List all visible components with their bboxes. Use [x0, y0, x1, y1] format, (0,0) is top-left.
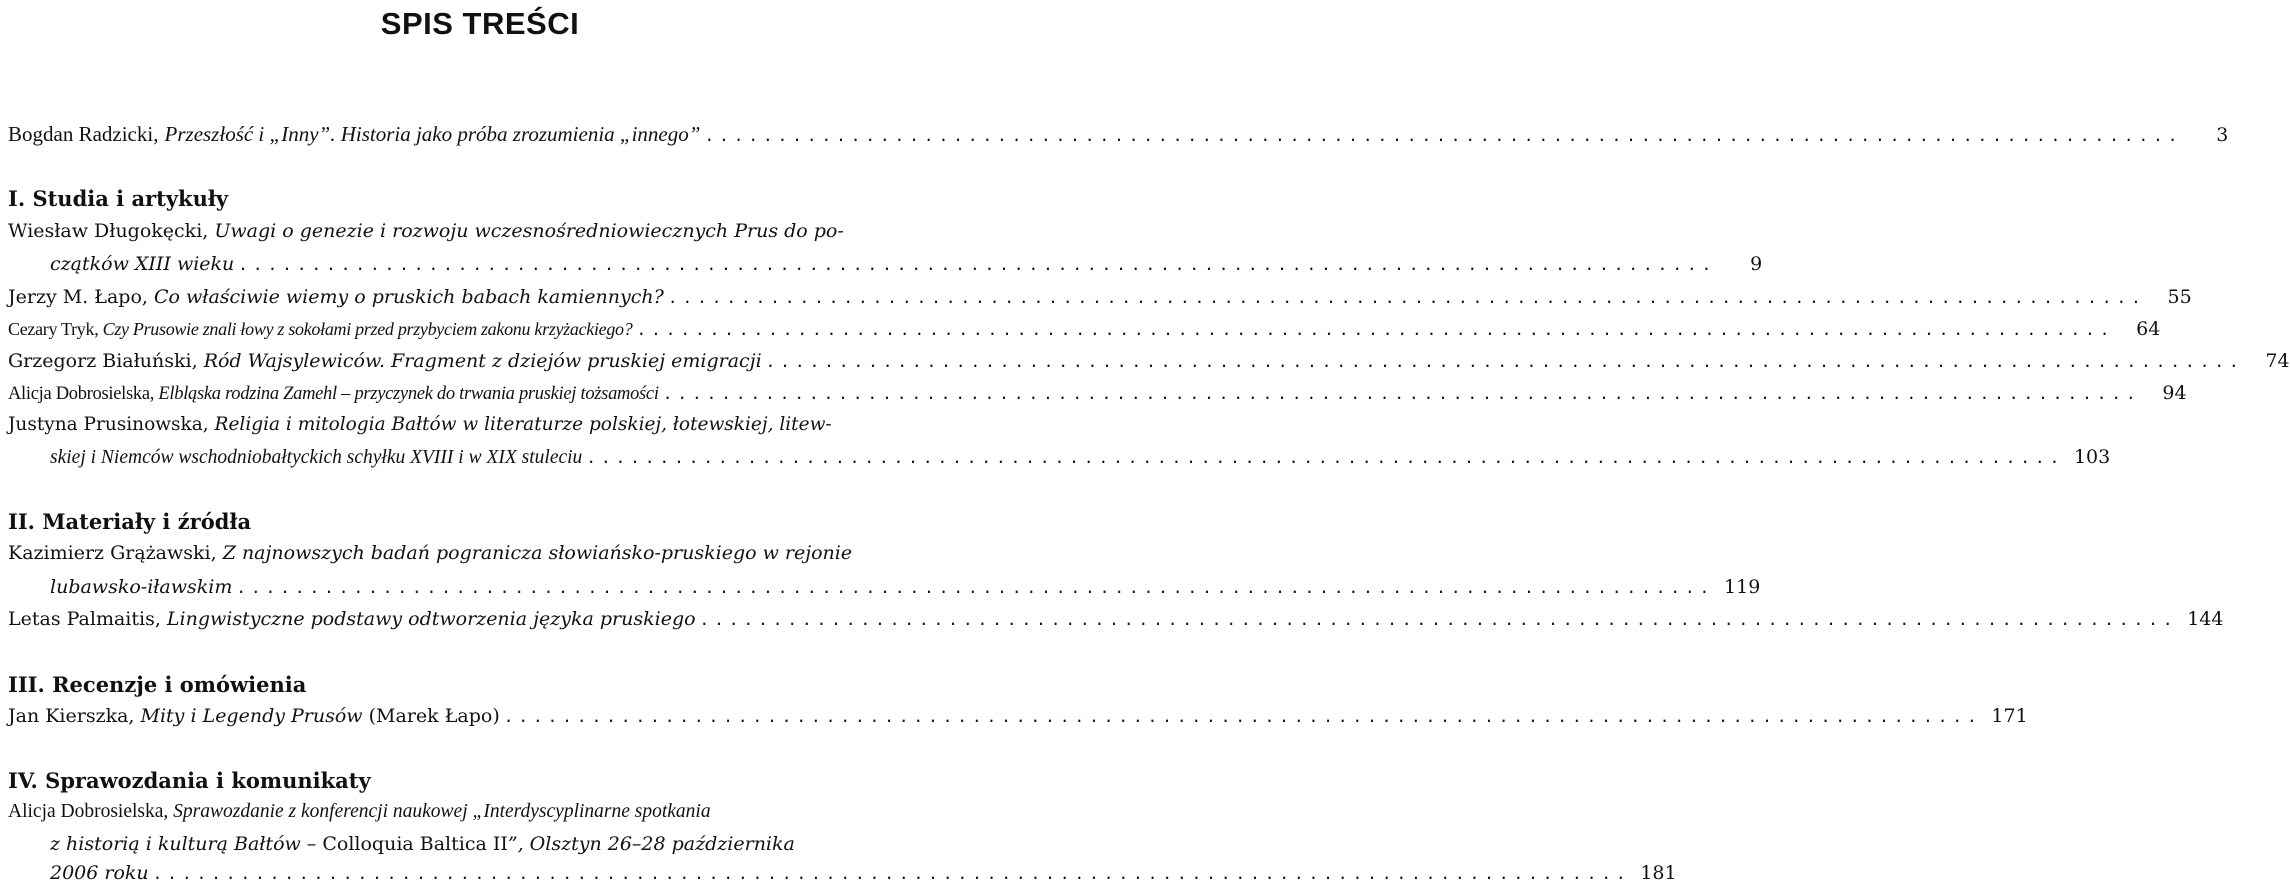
- entry-reviewer: (Marek Łapo): [368, 705, 500, 727]
- toc-entry-continuation[interactable]: [50, 576, 1761, 604]
- toc-entry[interactable]: [8, 705, 2028, 733]
- dot-leader: .....................................................................................................: [667, 288, 2146, 307]
- toc-entry[interactable]: [8, 542, 952, 570]
- entry-title-line-3: 2006 roku: [50, 862, 149, 884]
- entry-author: Wiesław Długokęcki,: [8, 220, 209, 242]
- toc-entry[interactable]: [8, 801, 952, 829]
- toc-entry-intro[interactable]: [8, 122, 2229, 150]
- dot-leader: .....................................................................................................: [704, 126, 2183, 145]
- dot-leader: .....................................................................................................: [636, 320, 2115, 339]
- entry-title: Elbląska rodzina Zamehl – przyczynek do trwania pruskiej tożsamości: [158, 384, 659, 404]
- entry-page-number: 74: [2265, 350, 2290, 372]
- toc-entry[interactable]: [8, 350, 2290, 378]
- dot-leader: .....................................................................................................: [236, 578, 1715, 597]
- entry-page-number: 119: [1724, 576, 1761, 598]
- entry-title-line-2: z historią i kulturą Bałtów –: [50, 833, 317, 855]
- entry-author: Grzegorz Białuński,: [8, 350, 198, 372]
- dot-leader: .....................................................................................................: [699, 610, 2178, 629]
- dot-leader: .....................................................................................................: [586, 448, 2065, 467]
- toc-entry[interactable]: [8, 382, 2187, 410]
- section-heading-4: IV. Sprawozdania i komunikaty: [8, 768, 371, 793]
- entry-title-conference-name: Colloquia Baltica II: [322, 833, 508, 855]
- entry-title-line-1: Religia i mitologia Bałtów w literaturze polskiej, łotewskiej, litew-: [214, 414, 832, 435]
- dot-leader: .....................................................................................................: [238, 255, 1717, 274]
- toc-entry[interactable]: [8, 414, 952, 442]
- dot-leader: .....................................................................................................: [765, 352, 2244, 371]
- entry-page-number: 3: [2216, 124, 2229, 146]
- entry-title: Lingwistyczne podstawy odtworzenia języka pruskiego: [166, 608, 696, 630]
- section-heading-2: II. Materiały i źródła: [8, 509, 252, 534]
- entry-page-number: 55: [2167, 286, 2192, 308]
- toc-entry[interactable]: [8, 286, 2192, 314]
- entry-author: Alicja Dobrosielska,: [8, 384, 155, 404]
- toc-entry[interactable]: [8, 220, 952, 248]
- entry-page-number: 181: [1640, 862, 1677, 884]
- entry-page-number: 9: [1750, 253, 1763, 275]
- entry-author: Letas Palmaitis,: [8, 608, 161, 630]
- toc-entry-continuation[interactable]: [50, 446, 2111, 474]
- entry-title-line-1: Sprawozdanie z konferencji naukowej „Interdyscyplinarne spotkania: [173, 801, 711, 822]
- page-title: SPIS TREŚCI: [380, 6, 580, 41]
- entry-title: Przeszłość i „Inny”. Historia jako próba zrozumienia „innego”: [164, 122, 701, 146]
- entry-author: Cezary Tryk,: [8, 319, 99, 339]
- toc-entry[interactable]: [8, 318, 2161, 346]
- entry-title: Co właściwie wiemy o pruskich babach kamiennych?: [154, 286, 664, 308]
- entry-page-number: 171: [1991, 705, 2028, 727]
- entry-author: Justyna Prusinowska,: [8, 414, 209, 435]
- entry-page-number: 94: [2162, 382, 2187, 404]
- toc-entry-continuation[interactable]: [50, 253, 1763, 281]
- entry-author: Bogdan Radzicki,: [8, 122, 159, 146]
- section-heading-1: I. Studia i artykuły: [8, 186, 229, 211]
- entry-page-number: 64: [2136, 318, 2161, 340]
- entry-title-line-1: Z najnowszych badań pogranicza słowiańsko-pruskiego w rejonie: [222, 542, 853, 564]
- entry-title: Czy Prusowie znali łowy z sokołami przed przybyciem zakonu krzyżackiego?: [102, 319, 633, 339]
- entry-page-number: 144: [2187, 608, 2224, 630]
- entry-title: Ród Wajsylewiców. Fragment z dziejów pruskiej emigracji: [203, 350, 762, 372]
- toc-entry-continuation[interactable]: [50, 833, 952, 861]
- toc-entry[interactable]: [8, 608, 2224, 636]
- entry-page-number: 103: [2073, 446, 2111, 468]
- entry-title-line-2: skiej i Niemców wschodniobałtyckich schyłku XVIII i w XIX stuleciu: [50, 447, 583, 468]
- entry-title-line-2: lubawsko-iławskim: [50, 576, 233, 598]
- section-heading-3: III. Recenzje i omówienia: [8, 672, 307, 697]
- dot-leader: .....................................................................................................: [152, 864, 1631, 883]
- entry-title: Mity i Legendy Prusów: [140, 705, 363, 727]
- entry-title-line-1: Uwagi o genezie i rozwoju wczesnośredniowiecznych Prus do po-: [214, 220, 844, 242]
- entry-title-line-2-end: ”, Olsztyn 26–28 października: [507, 833, 795, 855]
- entry-author: Alicja Dobrosielska,: [8, 801, 169, 822]
- entry-title-line-2: czątków XIII wieku: [50, 253, 235, 275]
- dot-leader: .....................................................................................................: [503, 707, 1982, 726]
- entry-author: Jan Kierszka,: [8, 705, 135, 727]
- entry-author: Jerzy M. Łapo,: [8, 286, 148, 308]
- entry-author: Kazimierz Grążawski,: [8, 542, 217, 564]
- toc-entry-continuation[interactable]: [50, 862, 1677, 890]
- dot-leader: .....................................................................................................: [662, 384, 2141, 403]
